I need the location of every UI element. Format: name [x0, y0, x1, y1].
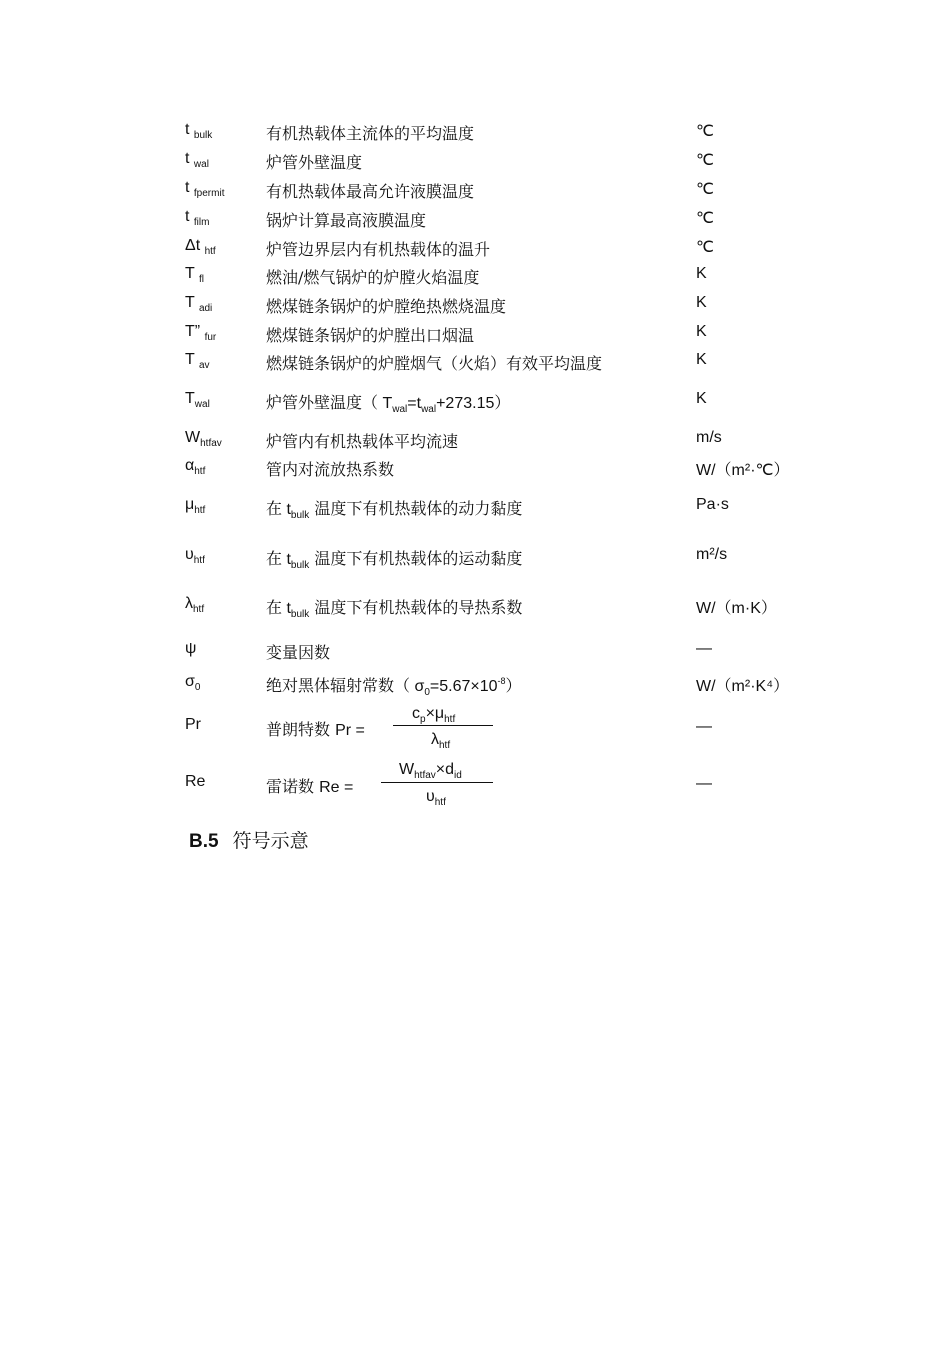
symbol: Pr [185, 716, 201, 733]
fraction-numerator: $c_p\times\mu_{htf}$ [412, 705, 456, 725]
symbol: t $_{bulk}$ [185, 121, 213, 141]
symbol: $T_{wal}$ [185, 390, 210, 410]
symbol: $\mu_{htf}$ [185, 496, 206, 516]
description: 炉管外壁温度（ $T_{wal}=t_{wal}+273.15$） [266, 393, 511, 415]
fraction-bar [381, 782, 493, 783]
symbol-row [0, 237, 950, 263]
unit: ℃ [696, 181, 714, 198]
unit: W/（m·K） [696, 600, 777, 617]
symbol: t $_{fpermit}$ [185, 179, 225, 199]
unit: ℃ [696, 210, 714, 227]
unit: m/s [696, 429, 722, 446]
fraction-denominator: $\upsilon_{htf}$ [426, 788, 446, 808]
description: 普朗特数 Pr = [266, 720, 365, 739]
description: 管内对流放热系数 [266, 460, 395, 479]
symbol: $\lambda_{htf}$ [185, 595, 205, 615]
symbol: T $_{adi}$ [185, 294, 213, 314]
fraction-bar [393, 725, 493, 726]
symbol: Re [185, 773, 206, 790]
symbol-row-sigma [0, 673, 950, 699]
unit: — [696, 640, 712, 657]
description: 雷诺数 Re = [266, 777, 354, 796]
description: 燃煤链条锅炉的炉膛绝热燃烧温度 [266, 297, 507, 316]
symbol: $\upsilon_{htf}$ [185, 546, 205, 566]
section-number: B.5 [189, 831, 219, 852]
description: 有机热载体主流体的平均温度 [266, 124, 475, 143]
unit: K [696, 390, 707, 407]
symbol: $\alpha_{htf}$ [185, 457, 206, 477]
symbol-row-alpha [0, 457, 950, 483]
unit: K [696, 294, 707, 311]
symbol: Δt $_{htf}$ [185, 237, 216, 257]
unit: K [696, 265, 707, 282]
symbol-row-lambda [0, 595, 950, 621]
symbol-row-whtfav [0, 429, 950, 455]
unit: Pa·s [696, 496, 729, 513]
section-heading [189, 826, 309, 853]
description: 燃煤链条锅炉的炉膛出口烟温 [266, 326, 475, 345]
section-title: 符号示意 [232, 830, 309, 852]
unit: ℃ [696, 152, 714, 169]
description: 在 $t_{bulk}$ 温度下有机热载体的导热系数 [266, 598, 523, 620]
symbol: T” $_{fur}$ [185, 323, 217, 343]
symbol-row [0, 208, 950, 234]
unit: m²/s [696, 546, 728, 563]
symbol-row [0, 294, 950, 320]
unit: K [696, 323, 707, 340]
description: 绝对黑体辐射常数（ $\sigma_0=5.67\times 10^{-8}$） [266, 676, 522, 698]
symbol-row [0, 323, 950, 349]
symbol: $\sigma_0$ [185, 673, 201, 693]
fraction-denominator: $\lambda_{htf}$ [431, 731, 451, 751]
unit: — [696, 775, 712, 792]
description: 有机热载体最高允许液膜温度 [266, 182, 475, 201]
symbol-row [0, 121, 950, 147]
unit: W/（m²·K⁴） [696, 678, 790, 695]
unit: — [696, 718, 712, 735]
description: 燃煤链条锅炉的炉膛烟气（火焰）有效平均温度 [266, 354, 603, 373]
symbol-row-nu [0, 546, 950, 572]
description: 在 $t_{bulk}$ 温度下有机热载体的运动黏度 [266, 549, 523, 571]
unit: K [696, 351, 707, 368]
description: 炉管内有机热载体平均流速 [266, 432, 459, 451]
symbol-row [0, 179, 950, 205]
description: 变量因数 [266, 643, 331, 662]
description: 锅炉计算最高液膜温度 [266, 211, 427, 230]
symbol: T $_{fl}$ [185, 265, 204, 285]
description: 炉管外壁温度 [266, 153, 363, 172]
symbol-row [0, 265, 950, 291]
symbol-row [0, 351, 950, 377]
unit: ℃ [696, 123, 714, 140]
fraction-numerator: $W_{htfav}\times d_{id}$ [399, 761, 462, 781]
description: 炉管边界层内有机热载体的温升 [266, 240, 491, 259]
unit: W/（m²·℃） [696, 462, 790, 479]
unit: ℃ [696, 239, 714, 256]
symbol: t $_{film}$ [185, 208, 210, 228]
symbol: ψ [185, 640, 197, 657]
symbol-row-psi [0, 640, 950, 666]
description: 燃油/燃气锅炉的炉膛火焰温度 [266, 268, 480, 287]
symbol: T $_{av}$ [185, 351, 210, 371]
symbol: t $_{wal}$ [185, 150, 209, 170]
symbol-row [0, 150, 950, 176]
description: 在 $t_{bulk}$ 温度下有机热载体的动力黏度 [266, 499, 523, 521]
symbol: $W_{htfav}$ [185, 429, 222, 449]
symbol-row-mu [0, 496, 950, 522]
symbol-row-twal [0, 390, 950, 416]
